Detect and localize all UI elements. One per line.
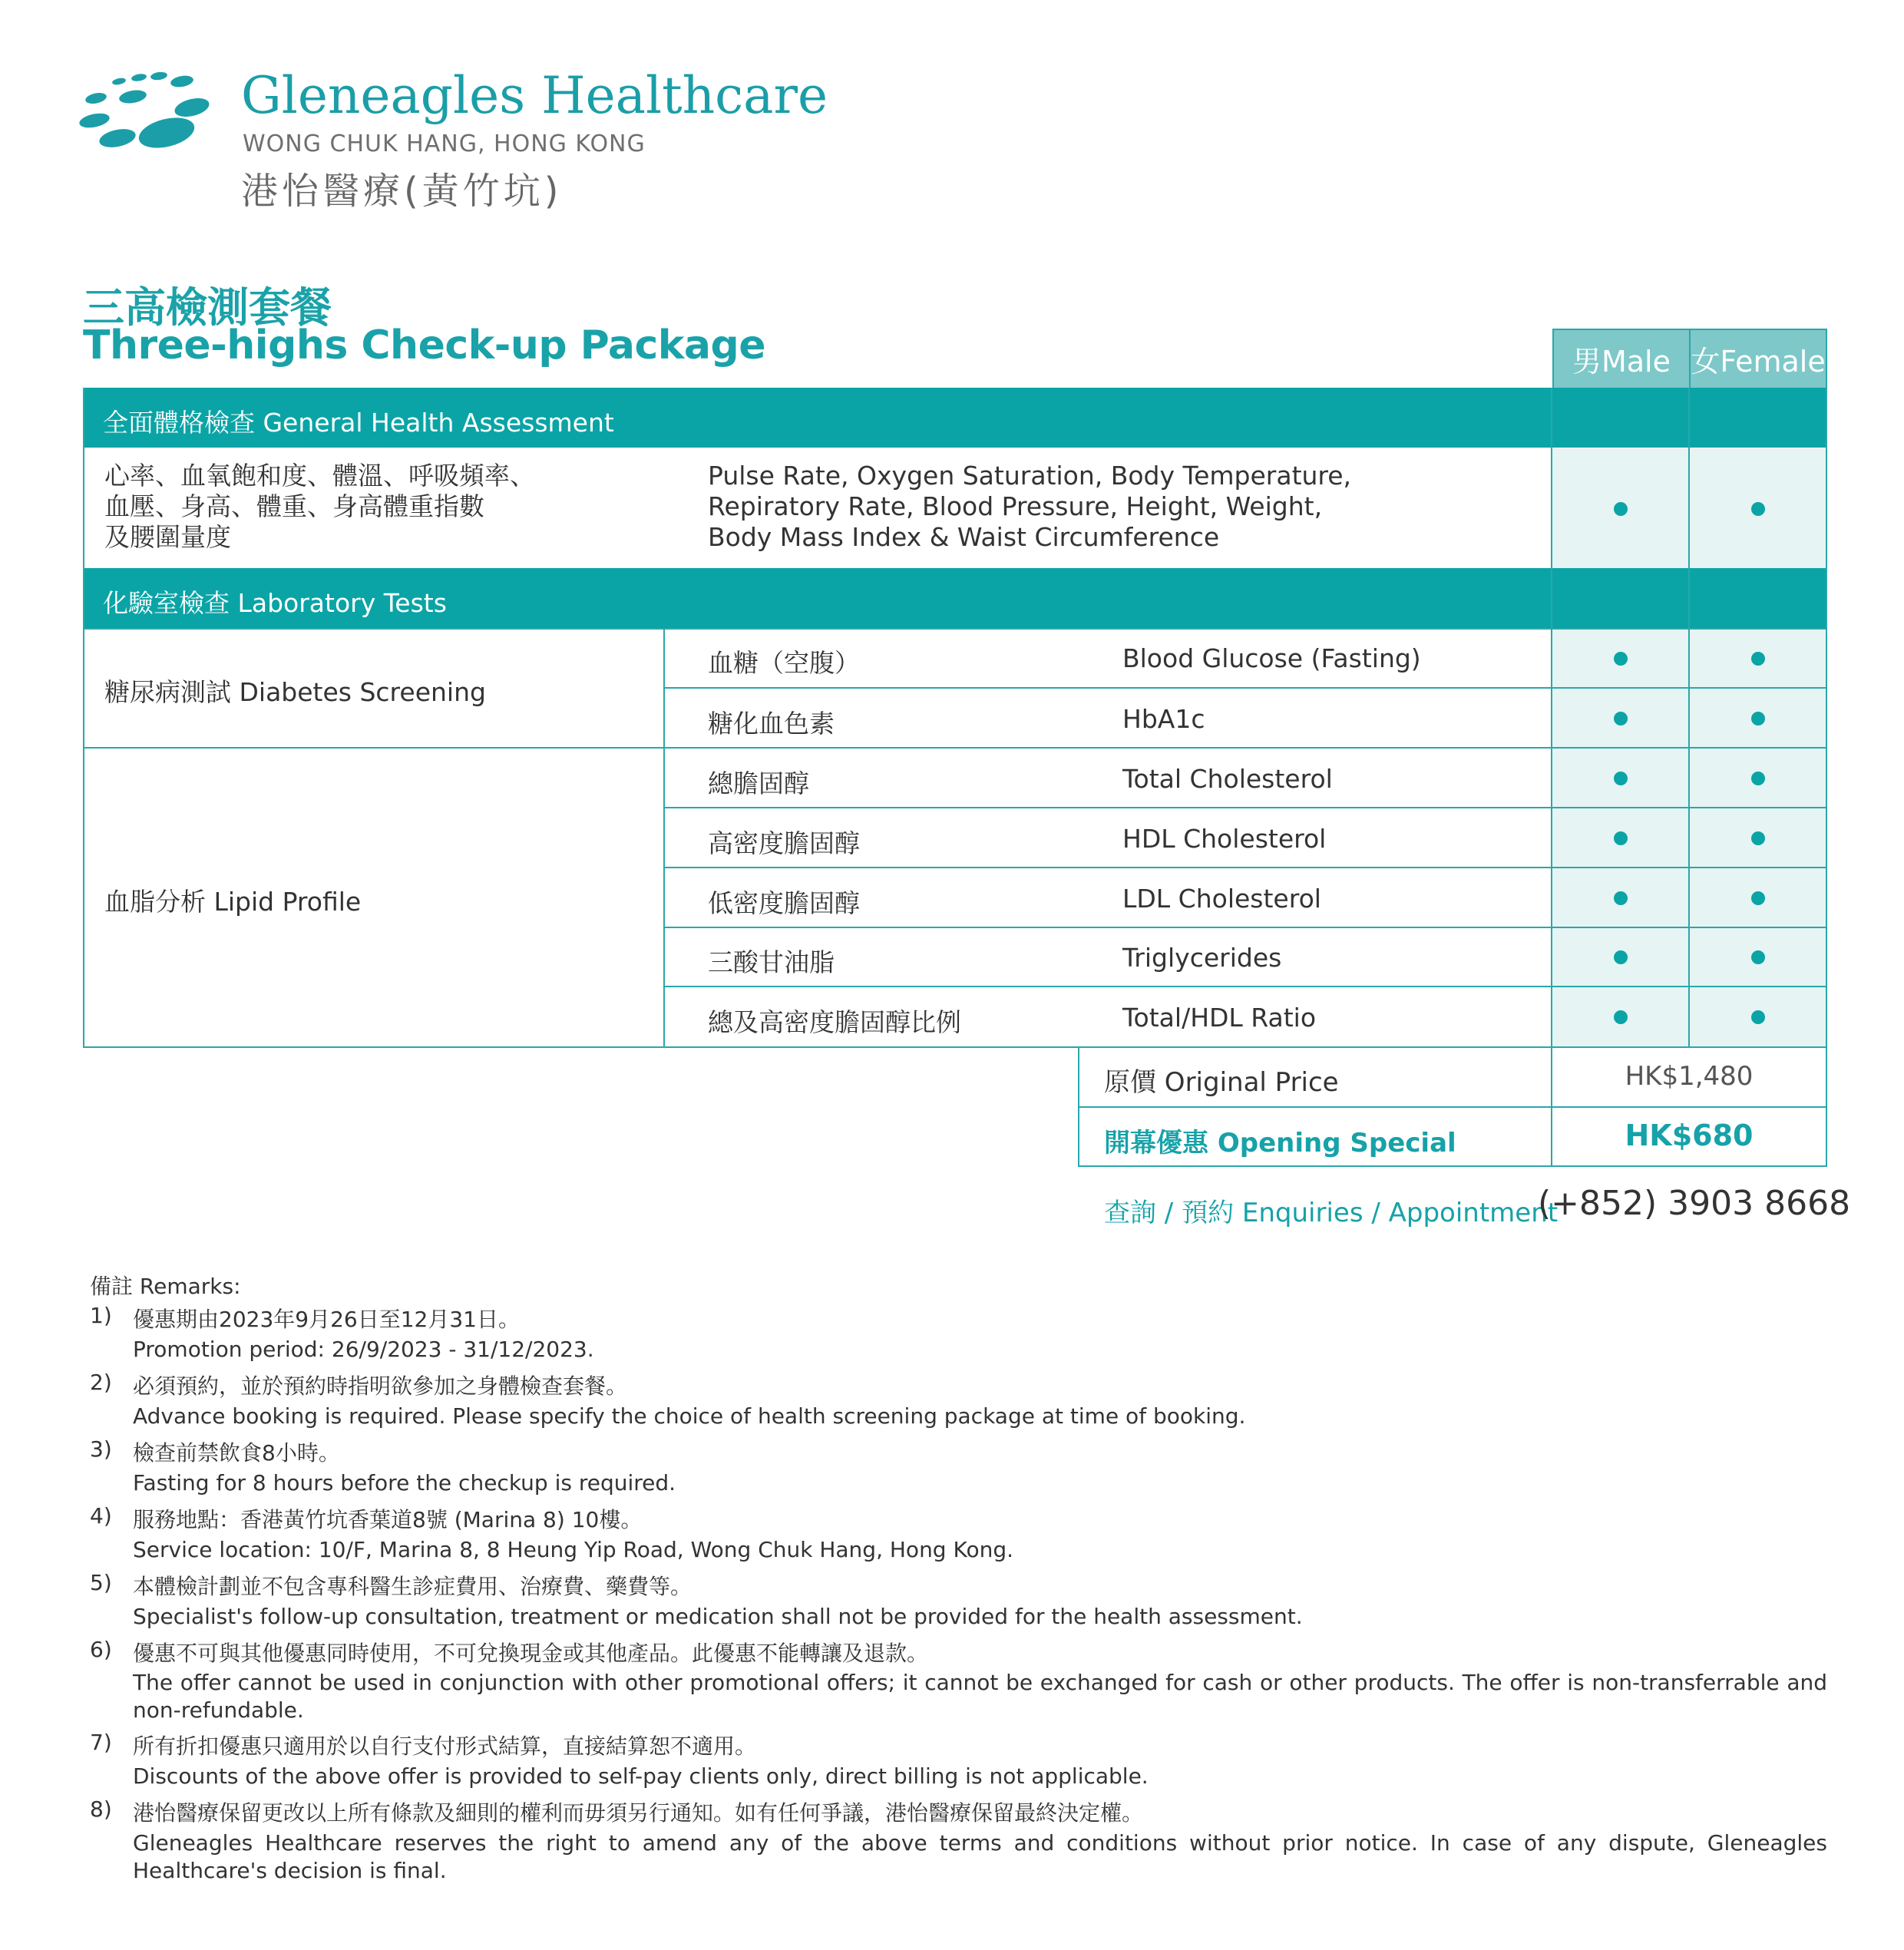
table-border-left <box>83 388 84 1048</box>
test-female-check <box>1751 1010 1765 1024</box>
test-male-check <box>1614 652 1628 666</box>
section-general-label: 全面體格檢查 General Health Assessment <box>103 408 614 438</box>
table-rule <box>663 807 1827 808</box>
remark-zh: 檢查前禁飲食8小時。 <box>133 1440 340 1466</box>
gender-columns-bg-general <box>1552 448 1827 570</box>
enquiry-label: 查詢 / 預約 Enquiries / Appointment <box>1104 1198 1559 1228</box>
remark-number: 7) <box>90 1730 112 1755</box>
test-female-check <box>1751 831 1765 845</box>
table-rule <box>663 867 1827 868</box>
remark-number: 2) <box>90 1370 112 1395</box>
test-en: HbA1c <box>1122 704 1205 734</box>
package-title-zh: 三高檢測套餐 <box>83 283 332 332</box>
remark-en: Service location: 10/F, Marina 8, 8 Heung Yip Road, Wong Chuk Hang, Hong Kong. <box>133 1537 1014 1562</box>
table-rule <box>663 986 1827 987</box>
test-male-check <box>1614 950 1628 964</box>
column-header-male: 男Male <box>1552 329 1691 388</box>
remark-zh: 優惠不可與其他優惠同時使用，不可兌換現金或其他產品。此優惠不能轉讓及退款。 <box>133 1641 929 1666</box>
remark-en: Gleneagles Healthcare reserves the right to amend any of the above terms and conditions without prior notice. In case of any dispute, Gleneagles Healthcare's decision is final. <box>133 1830 1827 1883</box>
test-male-check <box>1614 891 1628 905</box>
general-female-check <box>1751 502 1765 516</box>
table-rule <box>663 927 1827 928</box>
remark-en: Discounts of the above offer is provided to self-pay clients only, direct billing is not applicable. <box>133 1763 1149 1789</box>
test-female-check <box>1751 652 1765 666</box>
remark-en: The offer cannot be used in conjunction with other promotional offers; it cannot be exchanged for cash or other products. The offer is non-transferrable and non-refundable. <box>133 1670 1827 1723</box>
package-title-en: Three-highs Check-up Package <box>83 322 765 369</box>
test-en: HDL Cholesterol <box>1122 824 1327 854</box>
table-divider <box>663 628 665 1048</box>
table-rule <box>663 687 1827 689</box>
remark-number: 1) <box>90 1303 112 1328</box>
remark-zh: 所有折扣優惠只適用於以自行支付形式結算，直接結算恕不適用。 <box>133 1734 757 1759</box>
test-male-check <box>1614 831 1628 845</box>
general-items-en: Pulse Rate, Oxygen Saturation, Body Temperature, Repiratory Rate, Blood Pressure, Height, Weight, Body Mass Index & Waist Circumference <box>708 461 1352 552</box>
brand-location-zh: 港怡醫療(黃竹坑) <box>241 170 563 213</box>
test-zh: 總及高密度膽固醇比例 <box>708 1007 961 1037</box>
remark-number: 8) <box>90 1796 112 1822</box>
remark-en: Specialist's follow-up consultation, treatment or medication shall not be provided for the health assessment. <box>133 1604 1303 1629</box>
test-en: Total Cholesterol <box>1122 764 1333 794</box>
general-items-zh: 心率、血氧飽和度、體溫、呼吸頻率、 血壓、身高、體重、身高體重指數 及腰圍量度 <box>104 461 535 552</box>
test-zh: 糖化血色素 <box>708 709 835 739</box>
table-divider <box>1688 388 1690 1048</box>
remarks-heading: 備註 Remarks: <box>90 1274 241 1299</box>
test-en: Triglycerides <box>1122 943 1282 973</box>
special-price-label: 開幕優惠 Opening Special <box>1104 1128 1456 1158</box>
brand-location: WONG CHUK HANG, HONG KONG <box>243 131 646 157</box>
test-male-check <box>1614 1010 1628 1024</box>
table-rule <box>83 1046 1827 1048</box>
test-en: LDL Cholesterol <box>1122 884 1321 914</box>
gleneagles-logo-icon <box>73 69 215 154</box>
general-male-check <box>1614 502 1628 516</box>
test-zh: 低密度膽固醇 <box>708 888 860 918</box>
brand-name: Gleneagles Healthcare <box>241 66 828 125</box>
test-zh: 血糖（空腹） <box>708 648 860 678</box>
test-male-check <box>1614 772 1628 785</box>
table-divider <box>1551 388 1552 1048</box>
test-en: Blood Glucose (Fasting) <box>1122 643 1421 673</box>
test-male-check <box>1614 712 1628 725</box>
price-rule <box>1078 1106 1827 1108</box>
group-diabetes: 糖尿病測試 Diabetes Screening <box>104 677 486 707</box>
gender-columns-bg-lab <box>1552 628 1827 1048</box>
test-en: Total/HDL Ratio <box>1122 1003 1317 1033</box>
remark-number: 3) <box>90 1436 112 1462</box>
remark-zh: 港怡醫療保留更改以上所有條款及細則的權利而毋須另行通知。如有任何爭議，港怡醫療保留最終決定權。 <box>133 1800 1144 1826</box>
test-female-check <box>1751 950 1765 964</box>
test-female-check <box>1751 772 1765 785</box>
test-female-check <box>1751 712 1765 725</box>
test-zh: 三酸甘油脂 <box>708 947 835 977</box>
section-lab-label: 化驗室檢查 Laboratory Tests <box>103 588 447 618</box>
remark-en: Fasting for 8 hours before the checkup is required. <box>133 1470 676 1496</box>
table-rule <box>83 747 1827 749</box>
special-price-value: HK$680 <box>1625 1119 1754 1152</box>
remark-number: 5) <box>90 1570 112 1595</box>
group-lipid: 血脂分析 Lipid Profile <box>104 887 362 917</box>
price-rule <box>1078 1165 1827 1167</box>
test-female-check <box>1751 891 1765 905</box>
enquiry-phone[interactable]: (+852) 3903 8668 <box>1538 1184 1851 1223</box>
remark-zh: 服務地點：香港黃竹坑香葉道8號 (Marina 8) 10樓。 <box>133 1507 643 1532</box>
remark-zh: 本體檢計劃並不包含專科醫生診症費用、治療費、藥費等。 <box>133 1574 693 1599</box>
original-price-value: HK$1,480 <box>1625 1061 1754 1092</box>
column-header-female: 女Female <box>1689 329 1827 388</box>
remark-zh: 必須預約，並於預約時指明欲參加之身體檢查套餐。 <box>133 1373 628 1399</box>
table-border-right <box>1826 388 1827 1048</box>
table-rule <box>83 628 1827 630</box>
original-price-label: 原價 Original Price <box>1104 1067 1339 1098</box>
test-zh: 高密度膽固醇 <box>708 828 860 858</box>
remark-zh: 優惠期由2023年9月26日至12月31日。 <box>133 1307 520 1332</box>
remark-number: 4) <box>90 1503 112 1529</box>
test-zh: 總膽固醇 <box>708 768 809 798</box>
remark-en: Advance booking is required. Please specify the choice of health screening package at time of booking. <box>133 1403 1246 1429</box>
remark-en: Promotion period: 26/9/2023 - 31/12/2023. <box>133 1337 594 1362</box>
remark-number: 6) <box>90 1637 112 1662</box>
